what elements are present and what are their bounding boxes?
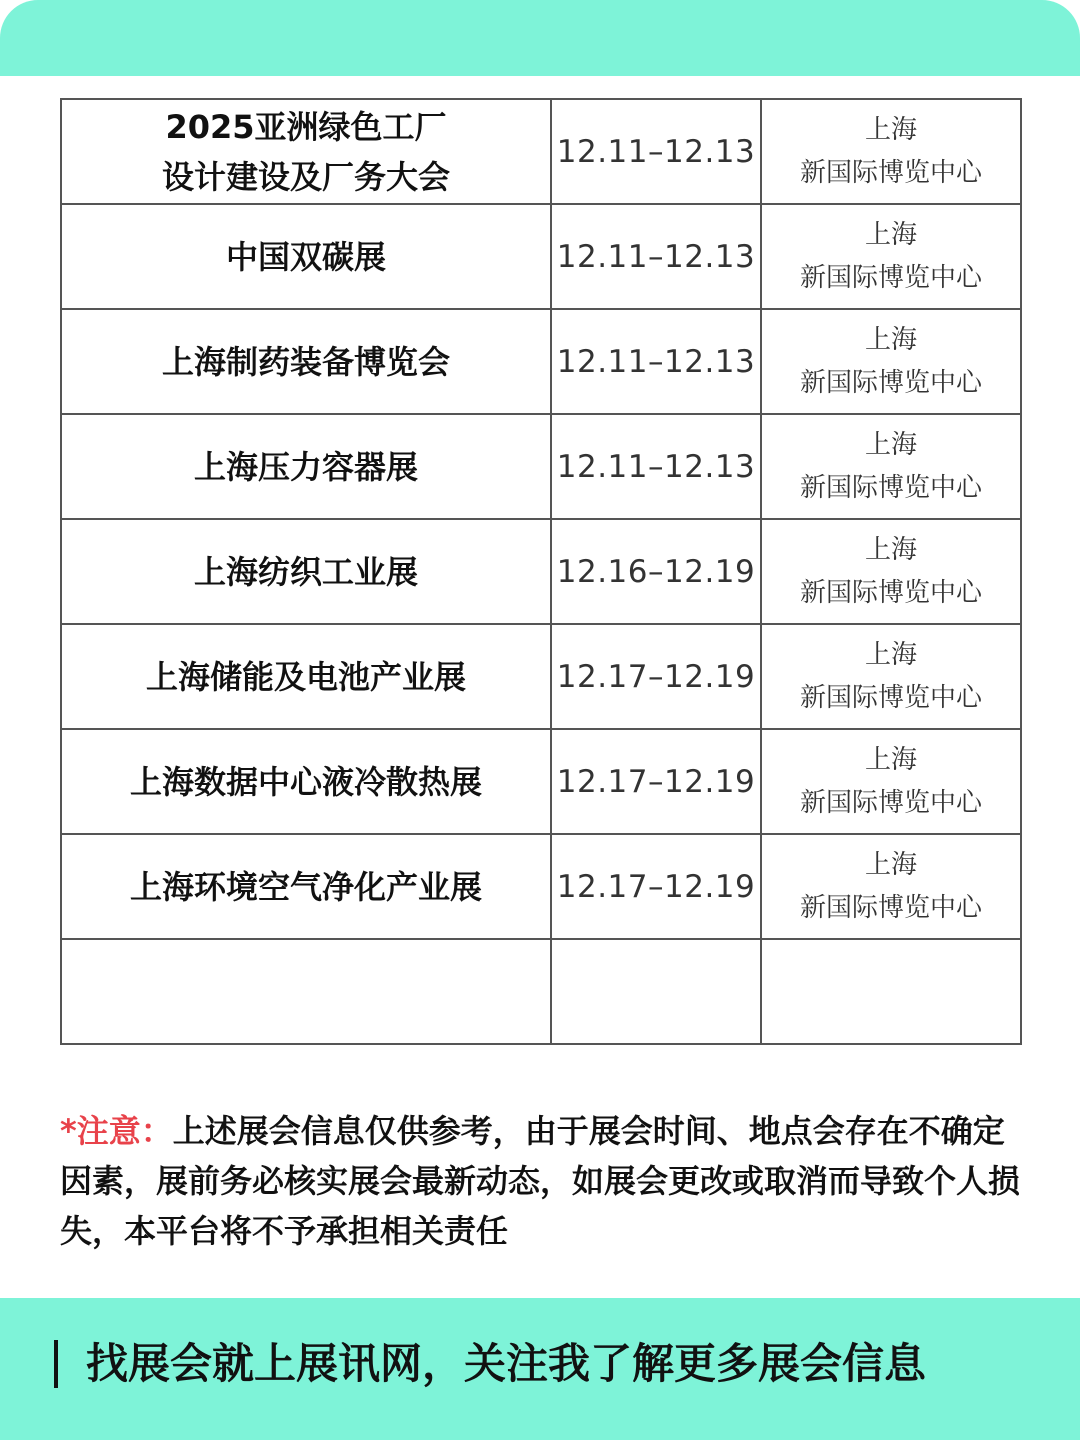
exhibition-dates: 12.17–12.19 [556,658,756,695]
exhibition-name-cell [61,204,551,309]
exhibition-venue-cell [761,729,1021,834]
exhibition-venue-cell [761,939,1021,1044]
table-row [61,729,1021,834]
venue-name: 新国际博览中心 [799,367,982,398]
venue-city: 上海 [864,429,917,460]
exhibition-dates: 12.16–12.19 [556,553,756,590]
venue-city: 上海 [864,849,917,880]
table-row [61,834,1021,939]
venue-block [762,109,1020,195]
venue-block [762,844,1020,930]
exhibition-date-cell [551,939,761,1044]
venue-city: 上海 [864,219,917,250]
exhibition-name: 上海储能及电池产业展 [145,657,466,696]
exhibition-date-cell [551,414,761,519]
exhibition-venue-cell [761,204,1021,309]
disclaimer-notice [60,1106,1025,1256]
venue-name: 新国际博览中心 [799,157,982,188]
venue-city: 上海 [864,744,917,775]
top-band [0,0,1080,76]
venue-block [762,634,1020,720]
exhibition-name: 上海压力容器展 [193,447,418,486]
exhibition-date-cell [551,624,761,729]
venue-city: 上海 [864,534,917,565]
exhibition-name: 2025亚洲绿色工厂 设计建设及厂务大会 [161,107,450,196]
venue-block [762,529,1020,615]
exhibition-date-cell [551,519,761,624]
exhibition-name: 中国双碳展 [225,237,386,276]
table-row [61,414,1021,519]
venue-name: 新国际博览中心 [799,472,982,503]
exhibition-date-cell [551,99,761,204]
table-row [61,309,1021,414]
footer-slogan: 找展会就上展讯网，关注我了解更多展会信息 [86,1339,927,1388]
exhibition-name-cell [61,309,551,414]
exhibition-venue-cell [761,834,1021,939]
exhibition-name-cell [61,729,551,834]
venue-name: 新国际博览中心 [799,682,982,713]
venue-name: 新国际博览中心 [799,262,982,293]
venue-block [762,319,1020,405]
venue-block [762,424,1020,510]
table-row [61,519,1021,624]
slogan-accent-bar [54,1340,58,1388]
venue-city: 上海 [864,114,917,145]
notice-text: 上述展会信息仅供参考，由于展会时间、地点会存在不确定因素，展前务必核实展会最新动态，如展会更改或取消而导致个人损失，本平台将不予承担相关责任 [60,1112,1021,1250]
venue-city: 上海 [864,639,917,670]
exhibition-date-cell [551,204,761,309]
table-row [61,99,1021,204]
exhibition-venue-cell [761,309,1021,414]
exhibition-name: 上海环境空气净化产业展 [129,867,482,906]
exhibition-name-cell [61,834,551,939]
venue-name: 新国际博览中心 [799,787,982,818]
exhibition-date-cell [551,309,761,414]
notice-label: *注意： [60,1112,173,1150]
venue-name: 新国际博览中心 [799,892,982,923]
table-row [61,204,1021,309]
exhibition-dates: 12.17–12.19 [556,763,756,800]
exhibition-dates: 12.11–12.13 [556,238,756,275]
table-row [61,624,1021,729]
exhibition-date-cell [551,834,761,939]
exhibition-venue-cell [761,99,1021,204]
exhibition-venue-cell [761,414,1021,519]
exhibition-date-cell [551,729,761,834]
venue-block [762,214,1020,300]
venue-block [762,739,1020,825]
exhibition-name-cell [61,99,551,204]
exhibition-name-cell [61,624,551,729]
exhibition-dates: 12.17–12.19 [556,868,756,905]
exhibition-name: 上海制药装备博览会 [161,342,450,381]
exhibition-name: 上海纺织工业展 [193,552,418,591]
venue-name: 新国际博览中心 [799,577,982,608]
exhibition-name-cell [61,519,551,624]
exhibition-dates: 12.11–12.13 [556,133,756,170]
exhibition-dates: 12.11–12.13 [556,448,756,485]
table-row [61,939,1021,1044]
venue-city: 上海 [864,324,917,355]
exhibition-venue-cell [761,624,1021,729]
exhibition-venue-cell [761,519,1021,624]
exhibition-name-cell [61,414,551,519]
exhibition-dates: 12.11–12.13 [556,343,756,380]
exhibition-name: 上海数据中心液冷散热展 [129,762,482,801]
exhibition-name-cell [61,939,551,1044]
exhibition-table [60,98,1022,1045]
